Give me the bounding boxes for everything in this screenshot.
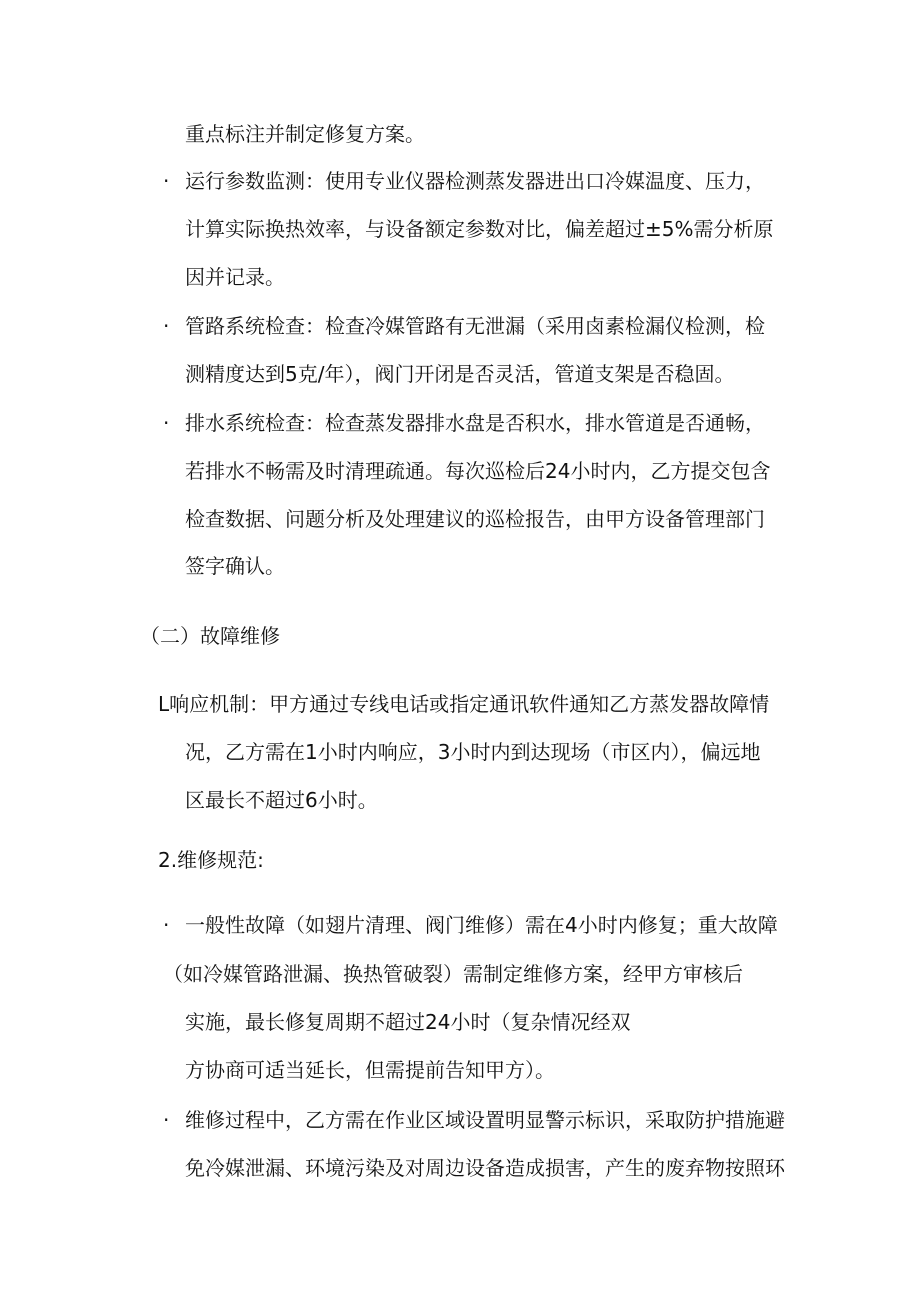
list-item-line: 因并记录。 (185, 265, 285, 289)
list-item-line: 测精度达到5克/年），阀门开闭是否灵活，管道支架是否稳固。 (185, 362, 735, 386)
list-item-line: 若排水不畅需及时清理疏通。每次巡检后24小时内，乙方提交包含 (185, 459, 771, 483)
list-item-line: 排水系统检查：检查蒸发器排水盘是否积水，排水管道是否通畅， (185, 411, 765, 435)
list-item-line: （如冷媒管路泄漏、换热管破裂）需制定维修方案，经甲方审核后 (163, 962, 743, 986)
list-item-line: 维修过程中，乙方需在作业区域设置明显警示标识，采取防护措施避 (185, 1108, 785, 1132)
paragraph-line: L响应机制：甲方通过专线电话或指定通讯软件通知乙方蒸发器故障情 (158, 692, 770, 716)
list-item-line: 免冷媒泄漏、环境污染及对周边设备造成损害，产生的废弃物按照环 (185, 1156, 785, 1180)
paragraph-line: 区最长不超过6小时。 (185, 788, 378, 812)
bullet-icon: · (163, 314, 170, 338)
paragraph-line: 重点标注并制定修复方案。 (185, 122, 425, 146)
list-item-line: 方协商可适当延长，但需提前告知甲方）。 (185, 1058, 555, 1082)
bullet-icon: · (163, 411, 170, 435)
list-item-line: 一般性故障（如翅片清理、阀门维修）需在4小时内修复；重大故障 (185, 913, 778, 937)
list-item-line: 实施，最长修复周期不超过24小时（复杂情况经双 (185, 1010, 631, 1034)
bullet-icon: · (163, 169, 170, 193)
section-title: （二）故障维修 (140, 624, 280, 648)
list-item-line: 签字确认。 (185, 554, 285, 578)
list-item-line: 检查数据、问题分析及处理建议的巡检报告，由甲方设备管理部门 (185, 507, 765, 531)
list-item-line: 运行参数监测：使用专业仪器检测蒸发器进出口冷媒温度、压力， (185, 169, 765, 193)
subsection-title: 2.维修规范: (158, 848, 264, 872)
list-item-line: 计算实际换热效率，与设备额定参数对比，偏差超过±5%需分析原 (185, 217, 774, 241)
bullet-icon: · (163, 1108, 170, 1132)
bullet-icon: · (163, 913, 170, 937)
list-item-line: 管路系统检查：检查冷媒管路有无泄漏（采用卤素检漏仪检测，检 (185, 314, 765, 338)
paragraph-line: 况，乙方需在1小时内响应，3小时内到达现场（市区内），偏远地 (185, 740, 761, 764)
